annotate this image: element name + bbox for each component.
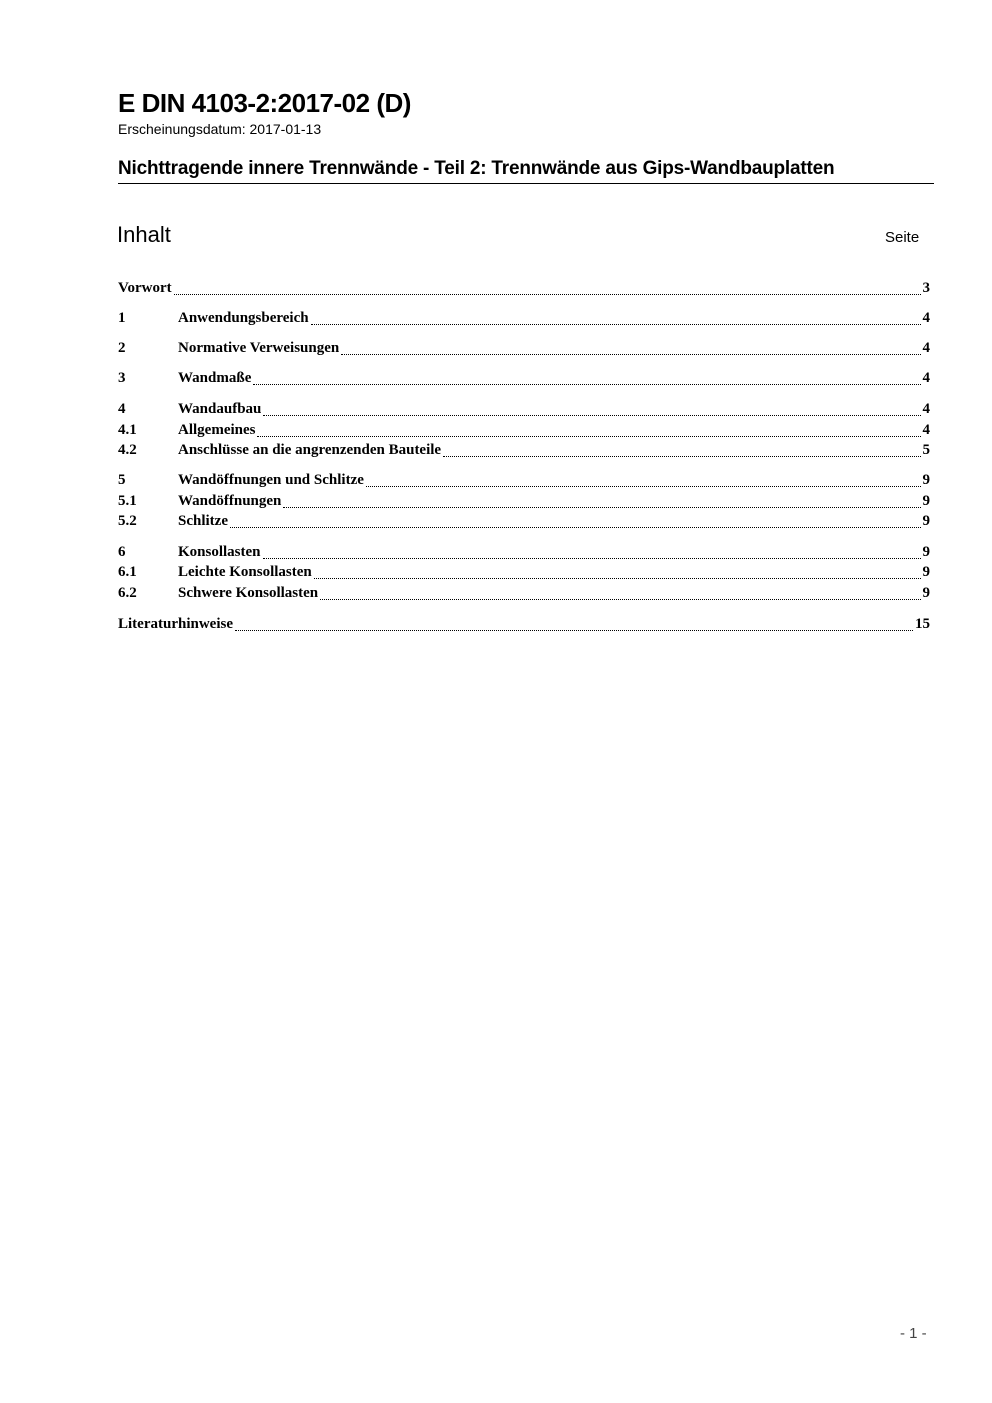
toc-entry-title: Wandmaße: [178, 370, 252, 386]
toc-entry[interactable]: [118, 280, 930, 300]
toc-entry[interactable]: [118, 544, 930, 564]
toc-entry[interactable]: [118, 442, 930, 462]
toc-entry-number: 6: [118, 544, 126, 560]
toc-entry-page: 5: [922, 442, 930, 458]
toc-entry-page: 9: [922, 544, 930, 560]
toc-leader-dots: [174, 294, 921, 295]
toc-leader-dots: [341, 354, 920, 355]
toc-leader-dots: [263, 415, 920, 416]
toc-leader-dots: [253, 384, 920, 385]
toc-entry[interactable]: [118, 513, 930, 533]
toc-entry-title: Schlitze: [178, 513, 228, 529]
toc-entry-number: 6.2: [118, 585, 137, 601]
toc-entry[interactable]: [118, 370, 930, 390]
toc-leader-dots: [283, 507, 920, 508]
toc-entry-page: 9: [922, 472, 930, 488]
toc-entry-page: 15: [915, 616, 930, 632]
toc-entry-title: Normative Verweisungen: [178, 340, 340, 356]
toc-entry-number: 6.1: [118, 564, 137, 580]
toc-entry-title: Wandaufbau: [178, 401, 262, 417]
toc-entry-title: Vorwort: [118, 280, 172, 296]
toc-entry[interactable]: [118, 472, 930, 492]
toc-entry[interactable]: [118, 616, 930, 636]
document-id: E DIN 4103-2:2017-02 (D): [118, 88, 411, 118]
toc-entry-title: Allgemeines: [178, 422, 256, 438]
toc-entry-page: 9: [922, 564, 930, 580]
toc-leader-dots: [235, 630, 913, 631]
toc-entry-page: 4: [922, 370, 930, 386]
toc-entry-number: 1: [118, 310, 126, 326]
toc-entry-page: 3: [922, 280, 930, 296]
toc-entry-page: 9: [922, 585, 930, 601]
toc-entry[interactable]: [118, 310, 930, 330]
toc-entry-title: Wandöffnungen und Schlitze: [178, 472, 364, 488]
toc-leader-dots: [263, 558, 921, 559]
toc-leader-dots: [443, 456, 920, 457]
page-number: - 1 -: [900, 1325, 927, 1342]
toc-entry-title: Schwere Konsollasten: [178, 585, 319, 601]
toc-page-column-label: Seite: [885, 229, 920, 246]
toc-leader-dots: [257, 436, 920, 437]
toc-entry-page: 4: [922, 340, 930, 356]
title-divider: [118, 183, 934, 184]
toc-entry[interactable]: [118, 401, 930, 421]
toc-entry-page: 9: [922, 513, 930, 529]
toc-entry-page: 4: [922, 401, 930, 417]
toc-entry-number: 4.1: [118, 422, 137, 438]
publication-date: Erscheinungsdatum: 2017-01-13: [118, 121, 322, 137]
toc-entry-number: 5.1: [118, 493, 137, 509]
toc-leader-dots: [366, 486, 921, 487]
toc-entry-number: 4.2: [118, 442, 137, 458]
toc-entry[interactable]: [118, 422, 930, 442]
toc-entry-page: 9: [922, 493, 930, 509]
toc-entry-number: 2: [118, 340, 126, 356]
toc-entry-number: 3: [118, 370, 126, 386]
toc-entry-title: Leichte Konsollasten: [178, 564, 312, 580]
toc-entry-title: Anwendungsbereich: [178, 310, 309, 326]
toc-entry-number: 5: [118, 472, 126, 488]
toc-entry-number: 5.2: [118, 513, 137, 529]
toc-leader-dots: [314, 578, 921, 579]
toc-entry-title: Anschlüsse an die angrenzenden Bauteile: [178, 442, 442, 458]
toc-entry[interactable]: [118, 340, 930, 360]
toc-leader-dots: [311, 324, 921, 325]
toc-entry-title: Literaturhinweise: [118, 616, 233, 632]
toc-entry[interactable]: [118, 585, 930, 605]
toc-heading: Inhalt: [117, 222, 171, 247]
toc-entry-page: 4: [922, 310, 930, 326]
toc-entry[interactable]: [118, 564, 930, 584]
toc-entry-number: 4: [118, 401, 126, 417]
toc-entry-title: Wandöffnungen: [178, 493, 282, 509]
toc-leader-dots: [230, 527, 921, 528]
toc-entry-page: 4: [922, 422, 930, 438]
toc-entry-title: Konsollasten: [178, 544, 261, 560]
toc-leader-dots: [320, 599, 920, 600]
document-title: Nichttragende innere Trennwände - Teil 2: Trennwände aus Gips-Wandbauplatten: [118, 158, 835, 179]
toc-entry[interactable]: [118, 493, 930, 513]
